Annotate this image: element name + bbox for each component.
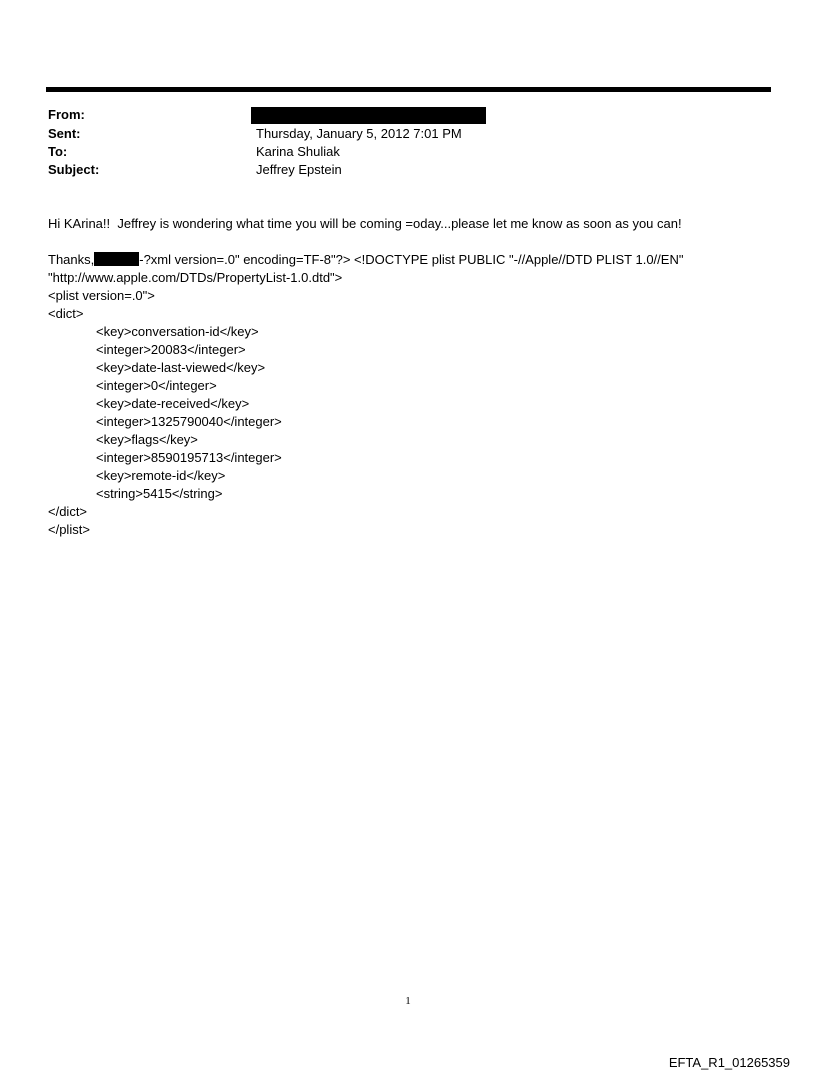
dict-close-line: </dict> — [48, 504, 88, 519]
dict-entry: <key>remote-id</key> — [96, 468, 226, 483]
page-number: 1 — [405, 995, 411, 1007]
greeting-line: Hi KArina!! Jeffrey is wondering what time you will be coming =oday...please let me know as soon as you can! — [48, 216, 682, 231]
from-redaction — [251, 107, 486, 124]
dtd-url-line: "http://www.apple.com/DTDs/PropertyList-1.0.dtd"> — [48, 270, 343, 285]
dict-entry: <key>date-received</key> — [96, 396, 250, 411]
dict-entry: <integer>20083</integer> — [96, 342, 246, 357]
subject-value: Jeffrey Epstein — [256, 162, 342, 177]
header-divider — [46, 87, 771, 92]
from-label: From: — [48, 107, 85, 122]
dict-entry: <integer>8590195713</integer> — [96, 450, 282, 465]
sent-value: Thursday, January 5, 2012 7:01 PM — [256, 126, 462, 141]
subject-row — [48, 161, 748, 179]
sent-row — [48, 125, 748, 143]
dict-entry: <key>conversation-id</key> — [96, 324, 259, 339]
dict-entry: <key>date-last-viewed</key> — [96, 360, 266, 375]
dict-open-line: <dict> — [48, 306, 84, 321]
thanks-prefix: Thanks, — [48, 252, 95, 267]
document-id: EFTA_R1_01265359 — [668, 1055, 790, 1070]
dict-entry: <integer>0</integer> — [96, 378, 217, 393]
to-value: Karina Shuliak — [256, 144, 340, 159]
dict-entry: <string>5415</string> — [96, 486, 223, 501]
signature-redaction — [94, 252, 139, 266]
subject-label: Subject: — [48, 162, 100, 177]
plist-close-line: </plist> — [48, 522, 90, 537]
to-row — [48, 143, 748, 161]
thanks-line — [48, 251, 683, 269]
sent-label: Sent: — [48, 126, 81, 141]
to-label: To: — [48, 144, 68, 159]
dict-entry: <integer>1325790040</integer> — [96, 414, 282, 429]
dict-entry: <key>flags</key> — [96, 432, 198, 447]
plist-open-line: <plist version=.0"> — [48, 288, 155, 303]
thanks-suffix: -?xml version=.0" encoding=TF-8"?> <!DOCTYPE plist PUBLIC "-//Apple//DTD PLIST 1.0//EN" — [139, 252, 684, 267]
